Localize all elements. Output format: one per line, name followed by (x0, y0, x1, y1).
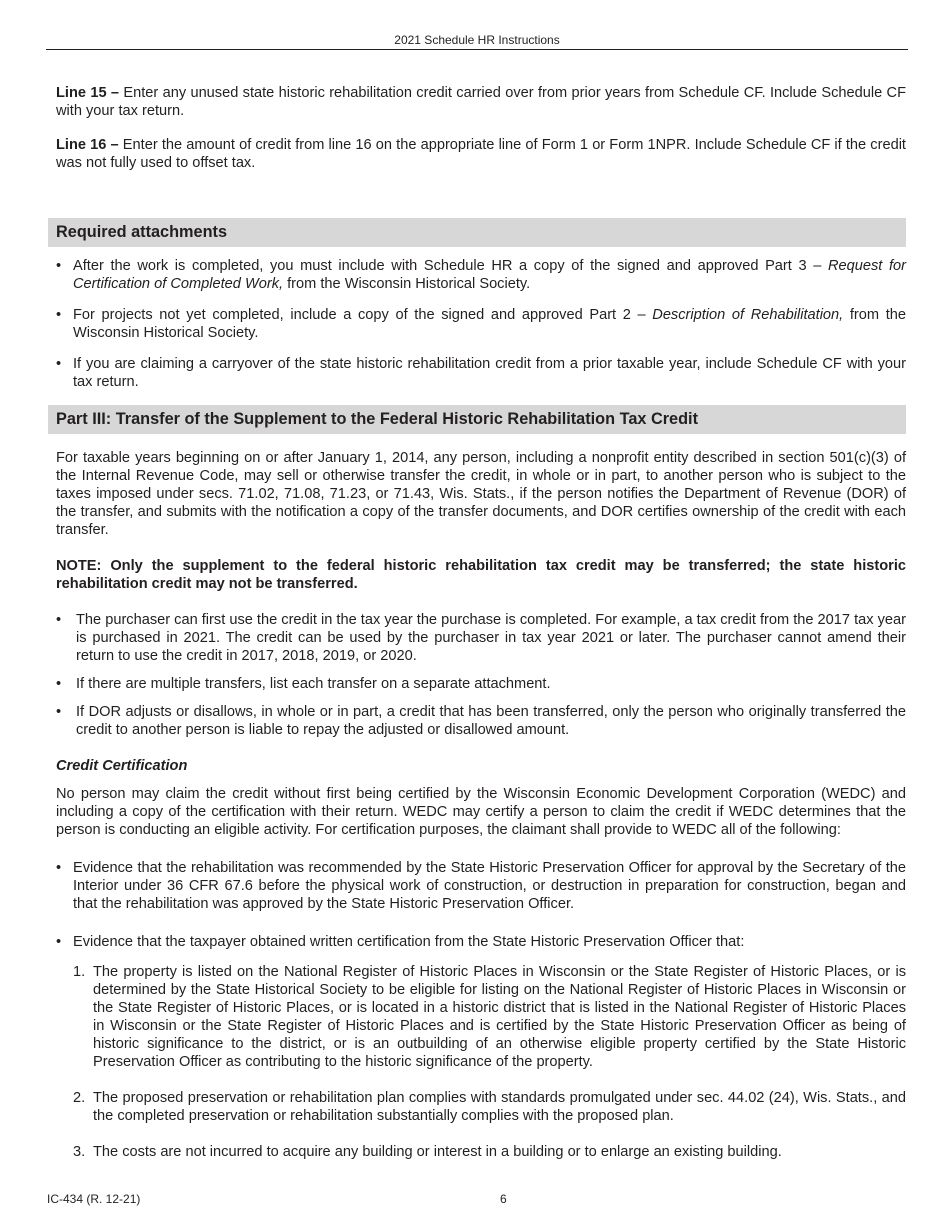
numbered-item-text: The costs are not incurred to acquire any building or interest in a building or to enlarge an existing building. (93, 1144, 782, 1160)
part-3-intro: For taxable years beginning on or after January 1, 2014, any person, including a nonprofit entity described in section 501(c)(3) of the Internal Revenue Code, may sell or otherwise transfer the credit, in whole or in part, to another person who is subject to the taxes imposed under secs. 71.02, 71.08, 71.23, or 71.43, Wis. Stats., if the person notifies the Department of Revenue (DOR) of the transfer, and submits with the notification a copy of the transfer documents, and DOR certifies ownership of the credit with each transfer. (56, 450, 906, 538)
document-body (56, 84, 906, 1161)
form-id: IC-434 (R. 12-21) (47, 1192, 141, 1206)
item-number: 1. (73, 964, 86, 980)
credit-certification-list (56, 859, 906, 951)
bullet-icon: • (56, 307, 62, 323)
part-3-list (56, 611, 906, 739)
list-item (56, 306, 906, 342)
list-item (56, 611, 906, 665)
attachment-text: For projects not yet completed, include a copy of the signed and approved Part 2 – (73, 307, 653, 323)
list-item-text: If there are multiple transfers, list each transfer on a separate attachment. (76, 676, 551, 692)
line-15-label: Line 15 – (56, 85, 120, 101)
bullet-icon: • (56, 612, 62, 628)
list-item (56, 675, 906, 693)
line-15-paragraph (56, 84, 906, 120)
item-number: 2. (73, 1090, 86, 1106)
credit-certification-intro: No person may claim the credit without first being certified by the Wisconsin Economic Development Corporation (WEDC) and including a copy of the certification with their return. WEDC may certify a person to claim the credit if WEDC determines that the person is conducting an eligible activity. For certification purposes, the claimant shall provide to WEDC all of the following: (56, 786, 906, 838)
header-title: 2021 Schedule HR Instructions (394, 33, 560, 47)
required-attachments-list (56, 257, 906, 391)
page-number: 6 (500, 1192, 507, 1206)
part-3-heading: Part III: Transfer of the Supplement to the Federal Historic Rehabilitation Tax Credit (48, 405, 906, 434)
line-16-paragraph (56, 136, 906, 172)
line-15-text: Enter any unused state historic rehabilitation credit carried over from prior years from Schedule CF. Include Schedule CF with your tax return. (56, 85, 907, 119)
bullet-icon: • (56, 258, 62, 274)
credit-certification-heading: Credit Certification (56, 758, 188, 774)
list-item-text: If DOR adjusts or disallows, in whole or in part, a credit that has been transferred, only the person who originally transferred the credit to another person is liable to repay the adjusted or disallowed amount. (76, 704, 906, 738)
list-item (56, 703, 906, 739)
numbered-item-text: The proposed preservation or rehabilitation plan complies with standards promulgated under sec. 44.02 (24), Wis. Stats., and the completed preservation or rehabilitation substantially complies with the proposed plan. (93, 1090, 906, 1124)
item-number: 3. (73, 1144, 86, 1160)
list-item (56, 355, 906, 391)
bullet-icon: • (56, 356, 62, 372)
bullet-icon: • (56, 676, 62, 692)
list-item-text: Evidence that the rehabilitation was recommended by the State Historic Preservation Officer for approval by the Secretary of the Interior under 36 CFR 67.6 before the physical work of construction, or destruction in preparation for construction, began and that the rehabilitation was approved by the State Historic Preservation Officer. (73, 860, 906, 912)
list-item-text: Evidence that the taxpayer obtained written certification from the State Historic Preservation Officer that: (73, 934, 745, 950)
line-16-text: Enter the amount of credit from line 16 on the appropriate line of Form 1 or Form 1NPR. Include Schedule CF if the credit was not fully used to offset tax. (56, 137, 906, 171)
required-attachments-heading: Required attachments (48, 218, 906, 247)
attachment-text-end: from the Wisconsin Historical Society. (283, 276, 531, 292)
attachment-form-title: Description of Rehabilitation, (652, 307, 844, 323)
list-item-text: The purchaser can first use the credit in the tax year the purchase is completed. For example, a tax credit from the 2017 tax year is purchased in 2021. The credit can be used by the purchaser in tax year 2021 or later. The purchaser cannot amend their return to use the credit in 2017, 2018, 2019, or 2020. (76, 612, 906, 664)
attachment-form-title: Request for Certification of Completed Work, (73, 258, 906, 292)
numbered-item-text: The property is listed on the National Register of Historic Places in Wisconsin or the State Register of Historic Places, or is determined by the State Historical Society to be eligible for listing on the National Register of Historic Places in Wisconsin or the State Register of Historic Places, or is located in a historic district that is listed in the National Register of Historic Places in Wisconsin or the State Register of Historic Places and is certified by the State Historic Preservation Officer as being of historic significance to the district, or is an outbuilding of an otherwise eligible property certified by the State Historic Preservation Officer as contributing to the historic significance of the property. (93, 964, 906, 1070)
attachment-text-end: from the Wisconsin Historical Society. (73, 307, 906, 341)
line-16-label: Line 16 – (56, 137, 119, 153)
bullet-icon: • (56, 934, 62, 950)
numbered-item (73, 963, 906, 1071)
page-header (46, 32, 908, 50)
part-3-note: NOTE: Only the supplement to the federal historic rehabilitation tax credit may be transferred; the state historic rehabilitation credit may not be transferred. (56, 558, 906, 592)
certification-requirements-list (56, 963, 906, 1161)
attachment-text: After the work is completed, you must include with Schedule HR a copy of the signed and approved Part 3 – (73, 258, 828, 274)
list-item (56, 257, 906, 293)
numbered-item (73, 1089, 906, 1125)
list-item (56, 859, 906, 913)
list-item (56, 933, 906, 951)
bullet-icon: • (56, 704, 62, 720)
numbered-item (73, 1143, 906, 1161)
bullet-icon: • (56, 860, 62, 876)
attachment-text: If you are claiming a carryover of the state historic rehabilitation credit from a prior taxable year, include Schedule CF with your tax return. (73, 356, 906, 390)
